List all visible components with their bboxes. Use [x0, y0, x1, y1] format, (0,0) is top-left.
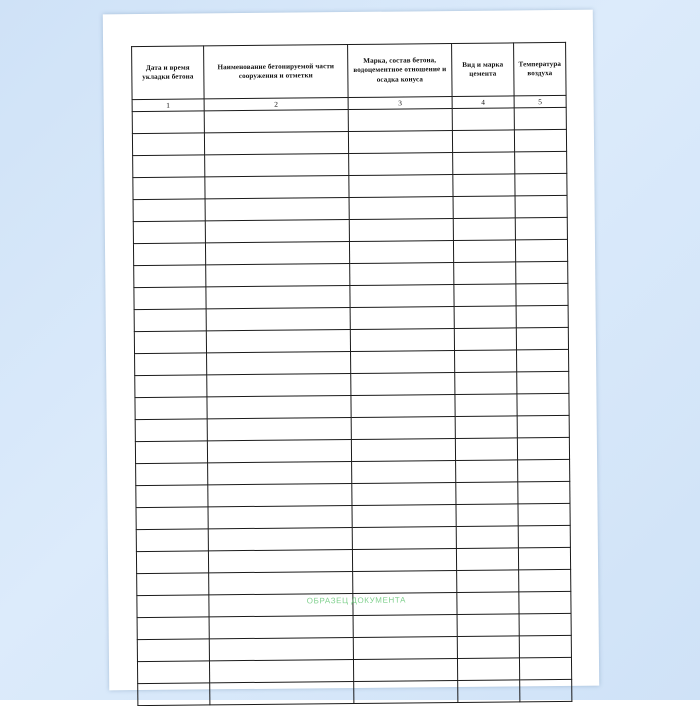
table-cell-empty[interactable] [208, 483, 352, 506]
table-cell-empty[interactable] [208, 549, 352, 572]
table-cell-empty[interactable] [457, 658, 519, 681]
table-cell-empty[interactable] [134, 287, 206, 310]
column-number-2: 2 [204, 98, 348, 111]
table-cell-empty[interactable] [207, 440, 351, 463]
table-cell-empty[interactable] [518, 459, 570, 481]
table-cell-empty[interactable] [519, 657, 571, 679]
table-cell-empty[interactable] [136, 485, 208, 508]
table-cell-empty[interactable] [456, 526, 518, 549]
concrete-works-log-table [131, 42, 572, 706]
table-cell-empty[interactable] [135, 441, 207, 464]
watermark-text: ОБРАЗЕЦ ДОКУМЕНТА [306, 595, 407, 606]
table-cell-empty[interactable] [208, 461, 352, 484]
table-cell-empty[interactable] [136, 551, 208, 574]
table-cell-empty[interactable] [455, 438, 517, 461]
table-cell-empty[interactable] [349, 153, 453, 176]
table-cell-empty[interactable] [454, 328, 516, 351]
table-cell-empty[interactable] [351, 351, 455, 374]
table-cell-empty[interactable] [133, 177, 205, 200]
table-cell-empty[interactable] [133, 243, 205, 266]
table-cell-empty[interactable] [134, 331, 206, 354]
table-cell-empty[interactable] [457, 636, 519, 659]
table-cell-empty[interactable] [348, 109, 452, 132]
document-sheet [103, 10, 599, 691]
table-cell-empty[interactable] [352, 504, 456, 527]
table-cell-empty[interactable] [135, 397, 207, 420]
table-cell-empty[interactable] [455, 350, 517, 373]
table-cell-empty[interactable] [208, 527, 352, 550]
table-cell-empty[interactable] [518, 503, 570, 525]
table-cell-empty[interactable] [350, 263, 454, 286]
table-cell-empty[interactable] [455, 394, 517, 417]
table-cell-empty[interactable] [134, 265, 206, 288]
column-header-air-temperature: Температура воздуха [514, 42, 567, 95]
table-cell-empty[interactable] [457, 614, 519, 637]
table-cell-empty[interactable] [205, 198, 349, 221]
table-cell-empty[interactable] [353, 570, 457, 593]
table-cell-empty[interactable] [209, 593, 353, 616]
table-cell-empty[interactable] [209, 571, 353, 594]
column-number-4: 4 [452, 96, 514, 109]
table-cell-empty[interactable] [349, 175, 453, 198]
table-cell-empty[interactable] [457, 592, 519, 615]
table-cell-empty[interactable] [515, 173, 567, 195]
table-cell-empty[interactable] [207, 418, 351, 441]
table-cell-empty[interactable] [350, 285, 454, 308]
table-cell-empty[interactable] [133, 199, 205, 222]
table-cell-empty[interactable] [205, 154, 349, 177]
table-cell-empty[interactable] [137, 617, 209, 640]
column-number-1: 1 [132, 99, 204, 112]
table-cell-empty[interactable] [134, 309, 206, 332]
table-cell-empty[interactable] [518, 525, 570, 547]
table-cell-empty[interactable] [515, 239, 567, 261]
table-cell-empty[interactable] [349, 241, 453, 264]
table-cell-empty[interactable] [350, 329, 454, 352]
column-number-3: 3 [348, 97, 452, 110]
table-cell-empty[interactable] [351, 417, 455, 440]
table-cell-empty[interactable] [206, 286, 350, 309]
table-cell-empty[interactable] [207, 352, 351, 375]
table-cell-empty[interactable] [209, 637, 353, 660]
table-cell-empty[interactable] [453, 240, 515, 263]
table-cell-empty[interactable] [137, 573, 209, 596]
table-cell-empty[interactable] [518, 481, 570, 503]
table-cell-empty[interactable] [135, 353, 207, 376]
table-cell-empty[interactable] [349, 197, 453, 220]
table-cell-empty[interactable] [351, 395, 455, 418]
table-cell-empty[interactable] [208, 505, 352, 528]
table-cell-empty[interactable] [205, 242, 349, 265]
table-cell-empty[interactable] [352, 548, 456, 571]
table-cell-empty[interactable] [206, 308, 350, 331]
table-cell-empty[interactable] [137, 661, 209, 684]
table-row[interactable] [138, 679, 572, 705]
table-cell-empty[interactable] [456, 482, 518, 505]
table-cell-empty[interactable] [353, 658, 457, 681]
table-cell-empty[interactable] [452, 108, 514, 131]
table-cell-empty[interactable] [137, 595, 209, 618]
table-cell-empty[interactable] [136, 529, 208, 552]
table-cell-empty[interactable] [517, 437, 569, 459]
table-cell-empty[interactable] [136, 463, 208, 486]
table-cell-empty[interactable] [454, 284, 516, 307]
table-cell-empty[interactable] [206, 264, 350, 287]
table-cell-empty[interactable] [455, 372, 517, 395]
table-cell-empty[interactable] [352, 526, 456, 549]
table-cell-empty[interactable] [133, 221, 205, 244]
table-cell-empty[interactable] [515, 195, 567, 217]
table-cell-empty[interactable] [136, 507, 208, 530]
table-cell-empty[interactable] [132, 111, 204, 134]
table-cell-empty[interactable] [458, 680, 520, 703]
column-header-concrete-grade: Марка, состав бетона, водоцементное отношение и осадка конуса [348, 44, 453, 98]
table-cell-empty[interactable] [353, 592, 457, 615]
table-cell-empty[interactable] [515, 151, 567, 173]
table-cell-empty[interactable] [137, 639, 209, 662]
table-cell-empty[interactable] [454, 262, 516, 285]
table-cell-empty[interactable] [209, 659, 353, 682]
table-cell-empty[interactable] [351, 439, 455, 462]
table-cell-empty[interactable] [517, 371, 569, 393]
table-cell-empty[interactable] [205, 220, 349, 243]
table-cell-empty[interactable] [353, 636, 457, 659]
table-cell-empty[interactable] [204, 132, 348, 155]
table-cell-empty[interactable] [210, 681, 354, 704]
table-cell-empty[interactable] [353, 614, 457, 637]
table-cell-empty[interactable] [455, 416, 517, 439]
table-cell-empty[interactable] [349, 219, 453, 242]
table-cell-empty[interactable] [453, 196, 515, 219]
table-cell-empty[interactable] [209, 615, 353, 638]
table-cell-empty[interactable] [204, 110, 348, 133]
table-cell-empty[interactable] [519, 569, 571, 591]
table-cell-empty[interactable] [453, 152, 515, 175]
table-cell-empty[interactable] [516, 261, 568, 283]
document-content [131, 42, 571, 654]
table-cell-empty[interactable] [456, 504, 518, 527]
table-cell-empty[interactable] [354, 680, 458, 703]
table-cell-empty[interactable] [135, 419, 207, 442]
table-cell-empty[interactable] [207, 374, 351, 397]
table-cell-empty[interactable] [519, 613, 571, 635]
table-cell-empty[interactable] [352, 483, 456, 506]
table-cell-empty[interactable] [452, 130, 514, 153]
table-cell-empty[interactable] [519, 591, 571, 613]
table-cell-empty[interactable] [519, 635, 571, 657]
table-cell-empty[interactable] [516, 327, 568, 349]
table-body [132, 107, 572, 705]
column-header-cement-type: Вид и марка цемента [452, 43, 515, 97]
table-cell-empty[interactable] [205, 176, 349, 199]
table-cell-empty[interactable] [516, 305, 568, 327]
column-header-date-time: Дата и время укладки бетона [132, 46, 205, 100]
table-cell-empty[interactable] [133, 155, 205, 178]
table-cell-empty[interactable] [456, 460, 518, 483]
table-cell-empty[interactable] [514, 129, 566, 151]
table-cell-empty[interactable] [457, 570, 519, 593]
table-cell-empty[interactable] [454, 306, 516, 329]
table-cell-empty[interactable] [135, 375, 207, 398]
table-cell-empty[interactable] [348, 131, 452, 154]
table-cell-empty[interactable] [453, 218, 515, 241]
table-cell-empty[interactable] [518, 547, 570, 569]
table-cell-empty[interactable] [515, 217, 567, 239]
table-cell-empty[interactable] [517, 349, 569, 371]
table-cell-empty[interactable] [520, 679, 572, 701]
table-cell-empty[interactable] [350, 307, 454, 330]
table-cell-empty[interactable] [456, 548, 518, 571]
table-cell-empty[interactable] [517, 415, 569, 437]
table-cell-empty[interactable] [206, 330, 350, 353]
table-cell-empty[interactable] [453, 174, 515, 197]
column-header-structure-name: Наименование бетонируемой части сооружения и отметки [204, 45, 349, 99]
table-cell-empty[interactable] [514, 107, 566, 129]
table-cell-empty[interactable] [207, 396, 351, 419]
column-number-5: 5 [514, 95, 566, 107]
table-cell-empty[interactable] [352, 461, 456, 484]
table-header-row [132, 42, 566, 99]
table-cell-empty[interactable] [132, 133, 204, 156]
table-cell-empty[interactable] [516, 283, 568, 305]
table-cell-empty[interactable] [517, 393, 569, 415]
table-cell-empty[interactable] [138, 683, 210, 706]
table-cell-empty[interactable] [351, 373, 455, 396]
